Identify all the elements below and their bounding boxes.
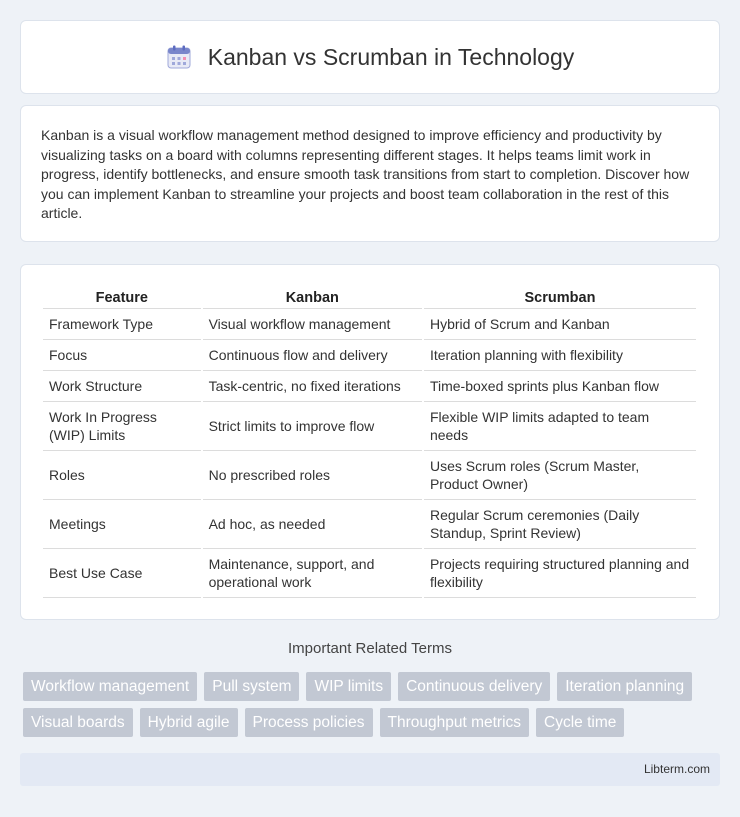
table-row: [43, 402, 696, 451]
table-row: [43, 500, 696, 549]
tag-wip-limits[interactable]: WIP limits: [306, 672, 391, 701]
scrumban-cell: Hybrid of Scrum and Kanban: [424, 309, 696, 340]
kanban-cell: Strict limits to improve flow: [203, 402, 422, 451]
tag-workflow-management[interactable]: Workflow management: [23, 672, 197, 701]
table-header-row: [43, 287, 696, 309]
footer-site-link[interactable]: Libterm.com: [643, 762, 710, 776]
tag-visual-boards[interactable]: Visual boards: [23, 708, 133, 737]
scrumban-cell: Uses Scrum roles (Scrum Master, Product Owner): [424, 451, 696, 500]
kanban-cell: Ad hoc, as needed: [203, 500, 422, 549]
tag-cycle-time[interactable]: Cycle time: [536, 708, 624, 737]
header-scrumban: Scrumban: [424, 287, 696, 309]
kanban-cell: No prescribed roles: [203, 451, 422, 500]
related-terms-list: [23, 672, 723, 737]
footer: [20, 753, 720, 786]
scrumban-cell: Projects requiring structured planning and flexibility: [424, 549, 696, 598]
header-card: [20, 20, 720, 94]
kanban-cell: Continuous flow and delivery: [203, 340, 422, 371]
feature-cell: Work In Progress (WIP) Limits: [43, 402, 201, 451]
table-row: [43, 549, 696, 598]
intro-text: Kanban is a visual workflow management method designed to improve efficiency and productivity by visualizing tasks on a board with columns representing different stages. It helps teams limit work in progress, identify bottlenecks, and ensure smooth task transitions from start to completion. Discover how you can implement Kanban to streamline your projects and boost team collaboration in the rest of this article.: [41, 127, 690, 221]
tag-pull-system[interactable]: Pull system: [204, 672, 299, 701]
scrumban-cell: Iteration planning with flexibility: [424, 340, 696, 371]
kanban-cell: Maintenance, support, and operational work: [203, 549, 422, 598]
feature-cell: Meetings: [43, 500, 201, 549]
tag-process-policies[interactable]: Process policies: [245, 708, 373, 737]
tag-continuous-delivery[interactable]: Continuous delivery: [398, 672, 550, 701]
page-title: Kanban vs Scrumban in Technology: [207, 43, 575, 70]
feature-cell: Best Use Case: [43, 549, 201, 598]
table-row: [43, 451, 696, 500]
tag-iteration-planning[interactable]: Iteration planning: [557, 672, 692, 701]
comparison-table: [41, 287, 698, 598]
feature-cell: Focus: [43, 340, 201, 371]
feature-cell: Work Structure: [43, 371, 201, 402]
feature-cell: Framework Type: [43, 309, 201, 340]
intro-card: [20, 105, 720, 242]
table-row: [43, 309, 696, 340]
related-terms-title: Important Related Terms: [288, 640, 452, 657]
header-kanban: Kanban: [203, 287, 422, 309]
kanban-cell: Visual workflow management: [203, 309, 422, 340]
comparison-card: [20, 264, 720, 620]
scrumban-cell: Time-boxed sprints plus Kanban flow: [424, 371, 696, 402]
tag-throughput-metrics[interactable]: Throughput metrics: [380, 708, 530, 737]
table-row: [43, 340, 696, 371]
table-row: [43, 371, 696, 402]
scrumban-cell: Regular Scrum ceremonies (Daily Standup, Sprint Review): [424, 500, 696, 549]
calendar-icon: [166, 44, 192, 70]
scrumban-cell: Flexible WIP limits adapted to team needs: [424, 402, 696, 451]
feature-cell: Roles: [43, 451, 201, 500]
header-feature: Feature: [43, 287, 201, 309]
tag-hybrid-agile[interactable]: Hybrid agile: [140, 708, 238, 737]
kanban-cell: Task-centric, no fixed iterations: [203, 371, 422, 402]
